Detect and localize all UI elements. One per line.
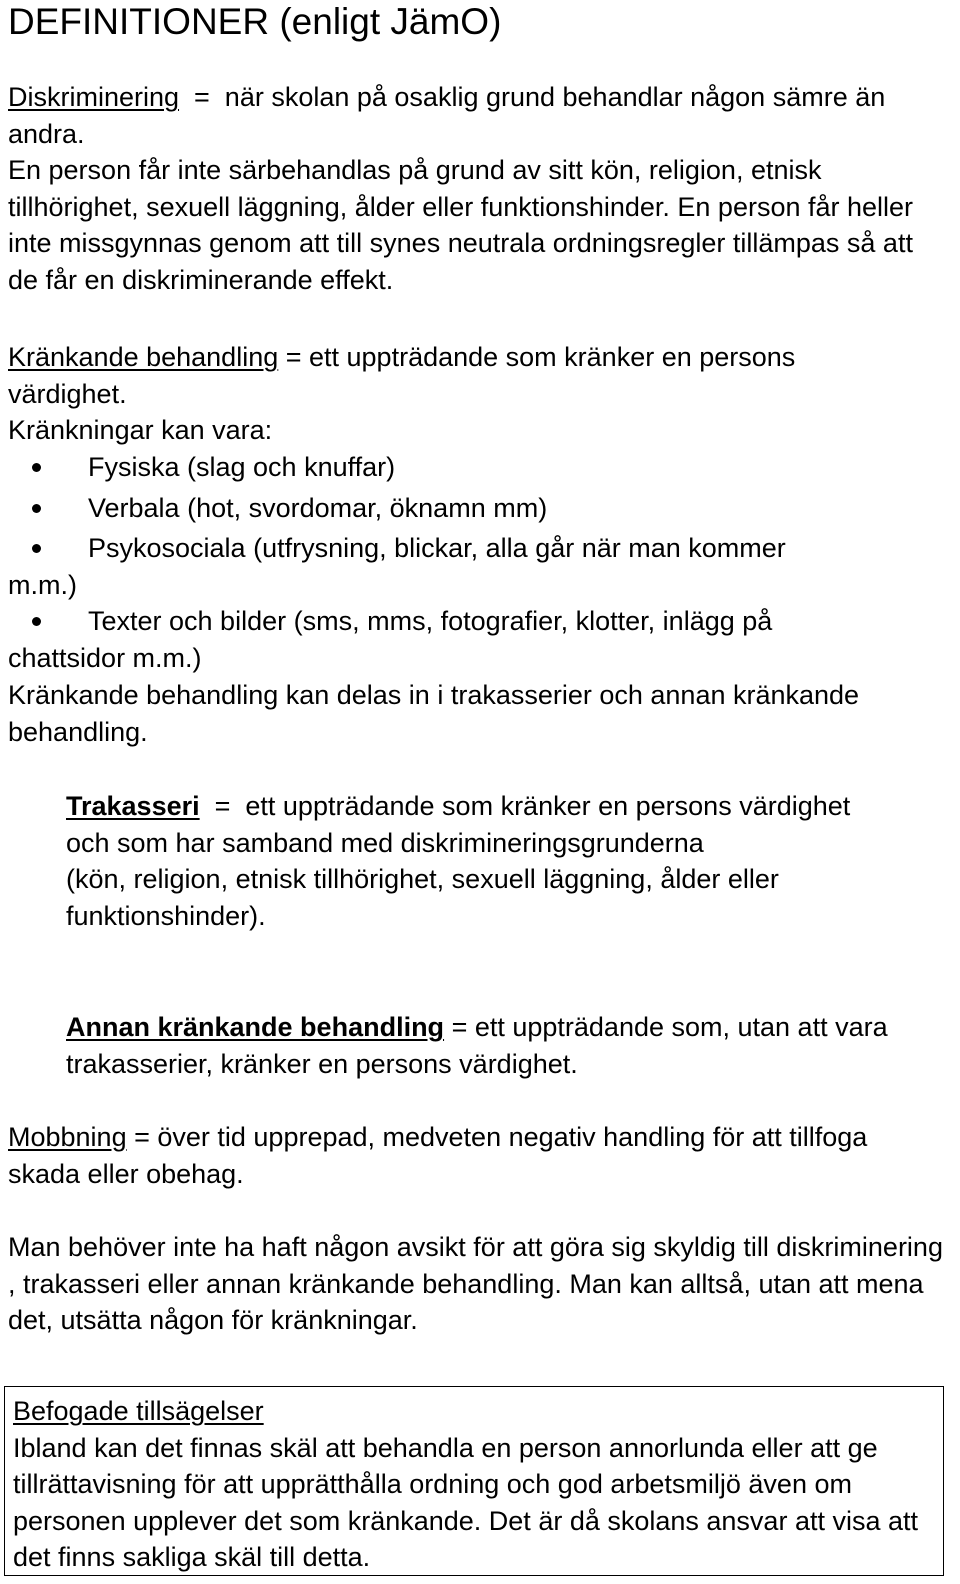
list-item-continuation: m.m.) (8, 570, 77, 600)
annan-krankande-term: Annan kränkande behandling (66, 1012, 445, 1042)
diskriminering-text: En person får inte särbehandlas på grund av sitt kön, religion, etnisk tillhörighet, sexuell läggning, ålder eller funktionshinder. En person får heller inte missgynnas genom att till synes neutrala ordningsregler tillämpas så att de får en diskriminerande effekt. (8, 155, 914, 295)
trakasseri-section (66, 788, 866, 934)
diskriminering-section (8, 79, 943, 298)
annan-krankande-definition: = ett uppträdande som, utan att vara trakasserier, kränker en persons värdighet. (66, 1012, 888, 1079)
befogade-box (4, 1386, 944, 1576)
page-title: DEFINITIONER (enligt JämO) (8, 1, 502, 42)
krankande-definition: = ett uppträdande som kränker en persons värdighet. (8, 342, 796, 409)
krankningar-intro: Kränkningar kan vara: (8, 415, 273, 445)
avsikt-paragraph: Man behöver inte ha haft någon avsikt för att göra sig skyldig till diskriminering , trakasseri eller annan kränkande behandling. Man kan alltså, utan att mena det, utsätta någon för kränkningar. (8, 1232, 943, 1335)
bullet-icon (32, 617, 41, 626)
bullet-icon (32, 463, 41, 472)
annan-krankande-section (66, 1009, 946, 1082)
diskriminering-definition: = när skolan på osaklig grund behandlar någon sämre än andra. (8, 82, 893, 149)
bullet-icon (32, 504, 41, 513)
trakasseri-definition: = ett uppträdande som kränker en persons värdighet och som har samband med diskrimineringsgrunderna (66, 791, 858, 858)
diskriminering-term: Diskriminering (8, 82, 180, 112)
list-item-continuation: chattsidor m.m.) (8, 643, 202, 673)
krankande-definition-block (8, 339, 888, 412)
list-item: Psykosociala (utfrysning, blickar, alla går när man kommer (88, 533, 786, 563)
krankande-outro: Kränkande behandling kan delas in i trakasserier och annan kränkande behandling. (8, 680, 860, 747)
mobbning-definition: = över tid upprepad, medveten negativ handling för att tillfoga skada eller obehag. (8, 1122, 868, 1189)
mobbning-term: Mobbning (8, 1122, 127, 1152)
mobbning-section (8, 1119, 943, 1192)
bullet-icon (32, 544, 41, 553)
list-item: Texter och bilder (sms, mms, fotografier, klotter, inlägg på (88, 606, 773, 636)
list-item: Verbala (hot, svordomar, öknamn mm) (88, 493, 548, 523)
befogade-heading: Befogade tillsägelser (13, 1396, 264, 1426)
list-item: Fysiska (slag och knuffar) (88, 452, 396, 482)
krankande-term: Kränkande behandling (8, 342, 279, 372)
trakasseri-term: Trakasseri (66, 791, 200, 821)
trakasseri-text: (kön, religion, etnisk tillhörighet, sexuell läggning, ålder eller funktionshinder). (66, 864, 779, 931)
befogade-text: Ibland kan det finnas skäl att behandla en person annorlunda eller att ge tillrättavisning för att upprätthålla ordning och god arbetsmiljö även om personen upplever det som kränkande. Det är då skolans ansvar att visa att det finns sakliga skäl till detta. (13, 1432, 919, 1572)
